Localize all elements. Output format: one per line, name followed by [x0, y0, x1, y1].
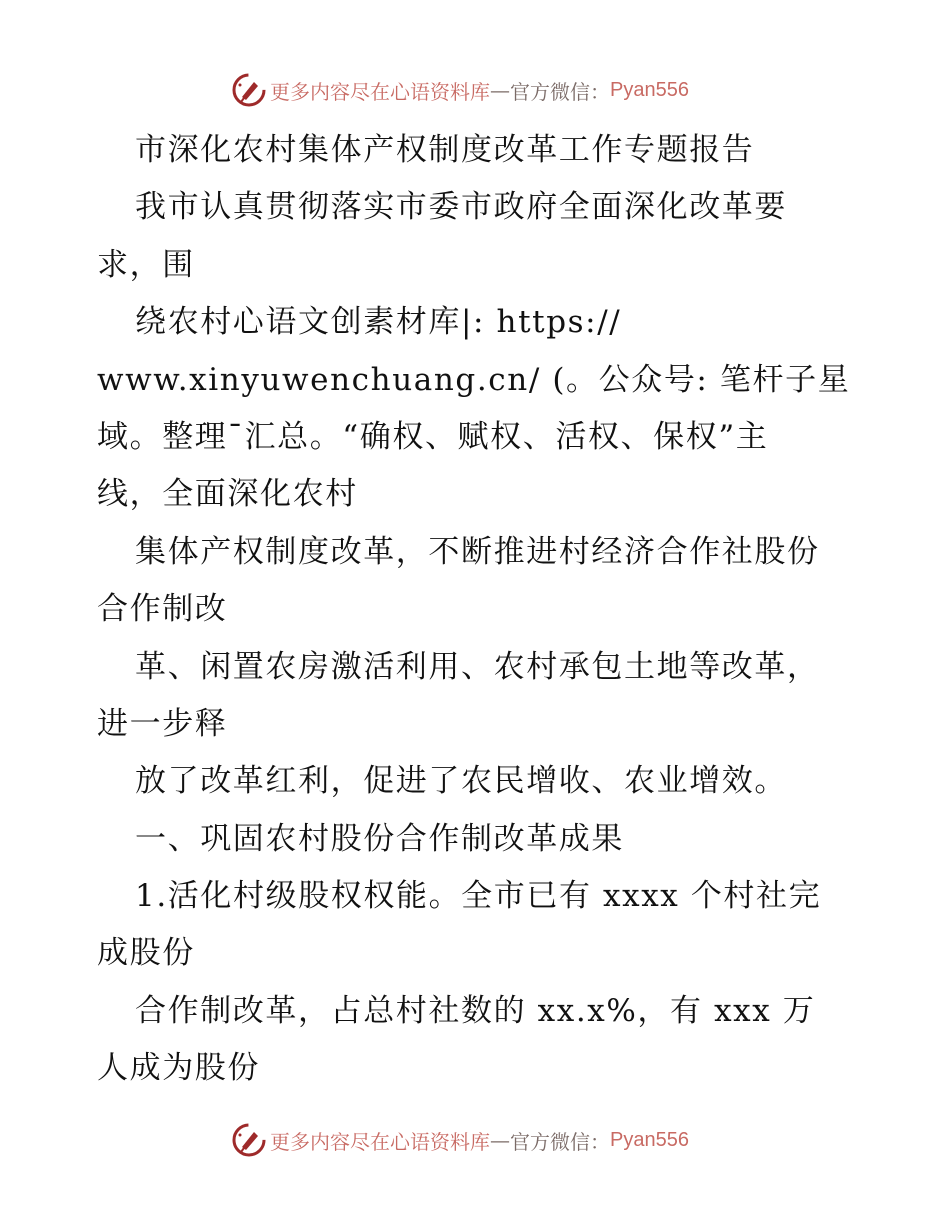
text-line: 人成为股份 [97, 1050, 260, 1087]
text-line: 我市认真贯彻落实市委市政府全面深化改革要 [135, 189, 787, 226]
text-line: 成股份 [97, 935, 195, 972]
footer-watermark-banner [232, 1120, 689, 1160]
subsection-heading: 1.活化村级股权权能。全市已有 xxxx 个村社完 [135, 878, 822, 915]
separator: — [490, 1128, 510, 1152]
text-line: 放了改革红利，促进了农民增收、农业增效。 [135, 763, 787, 800]
text-line: 绕农村心语文创素材库|: https:// [135, 304, 622, 341]
wechat-id: Pyan556 [610, 78, 689, 101]
separator: — [490, 78, 510, 102]
text-line: 线，全面深化农村 [97, 476, 358, 513]
section-heading: 一、巩固农村股份合作制改革成果 [135, 820, 624, 857]
quill-pen-circle-icon [232, 73, 266, 107]
text-line: 集体产权制度改革，不断推进村经济合作社股份 [135, 533, 820, 570]
text-line: www.xinyuwenchuang.cn/ (。公众号: 笔杆子星 [97, 361, 851, 398]
promo-text: 更多内容尽在心语资料库 [270, 1129, 490, 1154]
text-line: 革、闲置农房激活利用、农村承包土地等改革， [135, 648, 820, 685]
wechat-id: Pyan556 [610, 1128, 689, 1151]
text-line: 域。整理¯汇总。“确权、赋权、活权、保权”主 [97, 418, 769, 455]
header-watermark-banner [232, 70, 689, 110]
text-line: 求，围 [97, 246, 195, 283]
document-title: 市深化农村集体产权制度改革工作专题报告 [135, 132, 755, 168]
promo-text: 更多内容尽在心语资料库 [270, 79, 490, 104]
official-wechat-label: 官方微信： [510, 1129, 610, 1154]
text-line: 合作制改革，占总村社数的 xx.x%，有 xxx 万 [135, 992, 816, 1029]
quill-pen-circle-icon [232, 1123, 266, 1157]
text-line: 合作制改 [97, 591, 228, 628]
text-line: 进一步释 [97, 705, 228, 742]
document-body [97, 122, 857, 1098]
official-wechat-label: 官方微信： [510, 79, 610, 104]
